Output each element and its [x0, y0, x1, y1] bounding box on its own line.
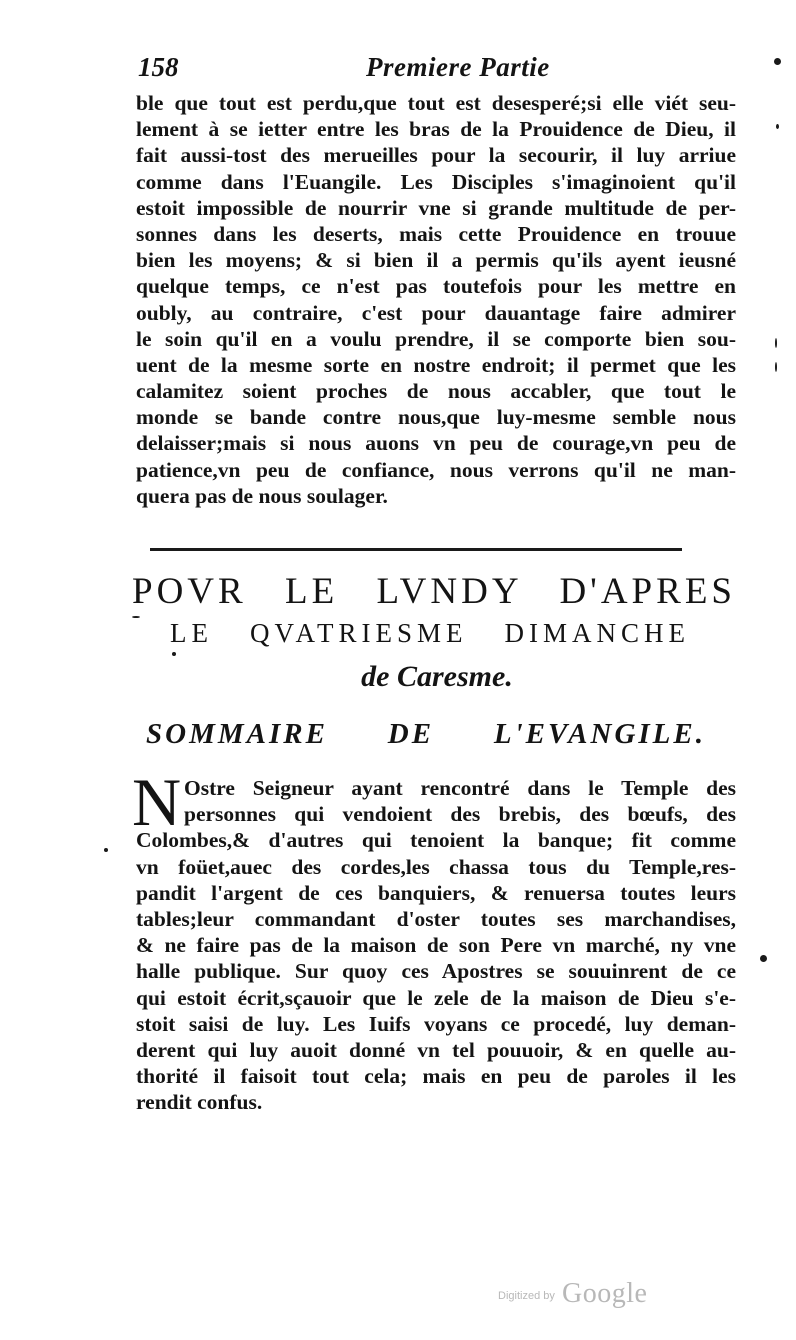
scan-speck: [774, 58, 781, 65]
scan-speck: [776, 124, 779, 129]
text-line: qui estoit écrit,sçauoir que le zele de la maison de Dieu s'e-: [136, 985, 736, 1010]
text-line: thorité il faisoit tout cela; mais en peu de paroles il les: [136, 1064, 736, 1089]
text-line: Colombes,& d'autres qui tenoient la banque; fit comme: [136, 828, 736, 853]
text-line: & ne faire pas de la maison de son Pere vn marché, ny vne: [136, 933, 736, 958]
text-line: quelque temps, ce n'est pas toutefois pour les mettre en: [136, 274, 736, 299]
text-line: rendit confus.: [136, 1090, 263, 1115]
text-line: estoit impossible de nourrir vne si grande multitude de per-: [136, 195, 736, 220]
paragraph-continued: [136, 90, 736, 509]
section-season: de Caresme.: [361, 660, 513, 693]
text-line: delaisser;mais si nous auons vn peu de courage,vn peu de: [136, 431, 736, 456]
text-line: calamitez soient proches de nous accabler, que tout le: [136, 379, 736, 404]
text-line: sonnes dans les deserts, mais cette Prouidence en trouue: [136, 221, 736, 246]
text-line: vn foüet,auec des cordes,les chassa tous du Temple,res-: [136, 854, 736, 879]
section-subtitle: LE QVATRIESME DIMANCHE: [170, 618, 690, 648]
watermark-prefix: Digitized by: [498, 1290, 555, 1302]
text-line: stoit saisi de luy. Les Iuifs voyans ce procedé, luy deman-: [136, 1011, 736, 1036]
running-title: Premiere Partie: [366, 52, 550, 82]
text-line: Ostre Seigneur ayant rencontré dans le Temple des: [184, 776, 736, 800]
text-line: fait aussi-tost des merueilles pour la secourir, il luy arriue: [136, 143, 736, 168]
scan-speck: [775, 338, 777, 348]
text-line: quera pas de nous soulager.: [136, 483, 388, 508]
summary-heading: SOMMAIRE DE L'EVANGILE.: [146, 718, 706, 750]
text-line: patience,vn peu de confiance, nous verrons qu'il ne man-: [136, 457, 736, 482]
scan-speck: [104, 848, 108, 852]
gospel-summary-paragraph: [136, 775, 736, 1115]
drop-cap: N: [132, 764, 182, 840]
scan-speck: [172, 652, 176, 656]
text-line: tables;leur commandant d'oster toutes ses marchandises,: [136, 906, 736, 931]
scan-speck: [775, 362, 777, 372]
page-number: 158: [138, 52, 179, 82]
scan-speck: [760, 955, 767, 962]
digitization-watermark: [498, 1278, 668, 1312]
text-line: lement à se ietter entre les bras de la Prouidence de Dieu, il: [136, 117, 736, 142]
section-divider-rule: [150, 548, 682, 551]
text-line: bien les moyens; & si bien il a permis qu'ils ayent ieusné: [136, 248, 736, 273]
text-line: derent qui luy auoit donné vn tel pouuoir, & en quelle au-: [136, 1037, 736, 1062]
text-line: uent de la mesme sorte en nostre endroit; il permet que les: [136, 352, 736, 377]
section-title: POVR LE LVNDY D'APRES: [132, 571, 736, 612]
text-line: oubly, au contraire, c'est pour dauantage faire admirer: [136, 300, 736, 325]
text-line: personnes qui vendoient des brebis, des bœufs, des: [184, 802, 736, 827]
running-head: [138, 52, 738, 86]
text-line: le soin qu'il en a voulu prendre, il se comporte bien sou-: [136, 326, 736, 351]
watermark-logo: Google: [562, 1278, 648, 1309]
text-line: ble que tout est perdu,que tout est desesperé;si elle viét seu-: [136, 91, 736, 115]
text-line: comme dans l'Euangile. Les Disciples s'imaginoient qu'il: [136, 169, 736, 194]
text-line: pandit l'argent de ces banquiers, & renuersa toutes leurs: [136, 880, 736, 905]
scan-speck: [132, 616, 140, 618]
text-line: halle publique. Sur quoy ces Apostres se souuinrent de ce: [136, 959, 736, 984]
text-line: monde se bande contre nous,que luy-mesme semble nous: [136, 405, 736, 430]
